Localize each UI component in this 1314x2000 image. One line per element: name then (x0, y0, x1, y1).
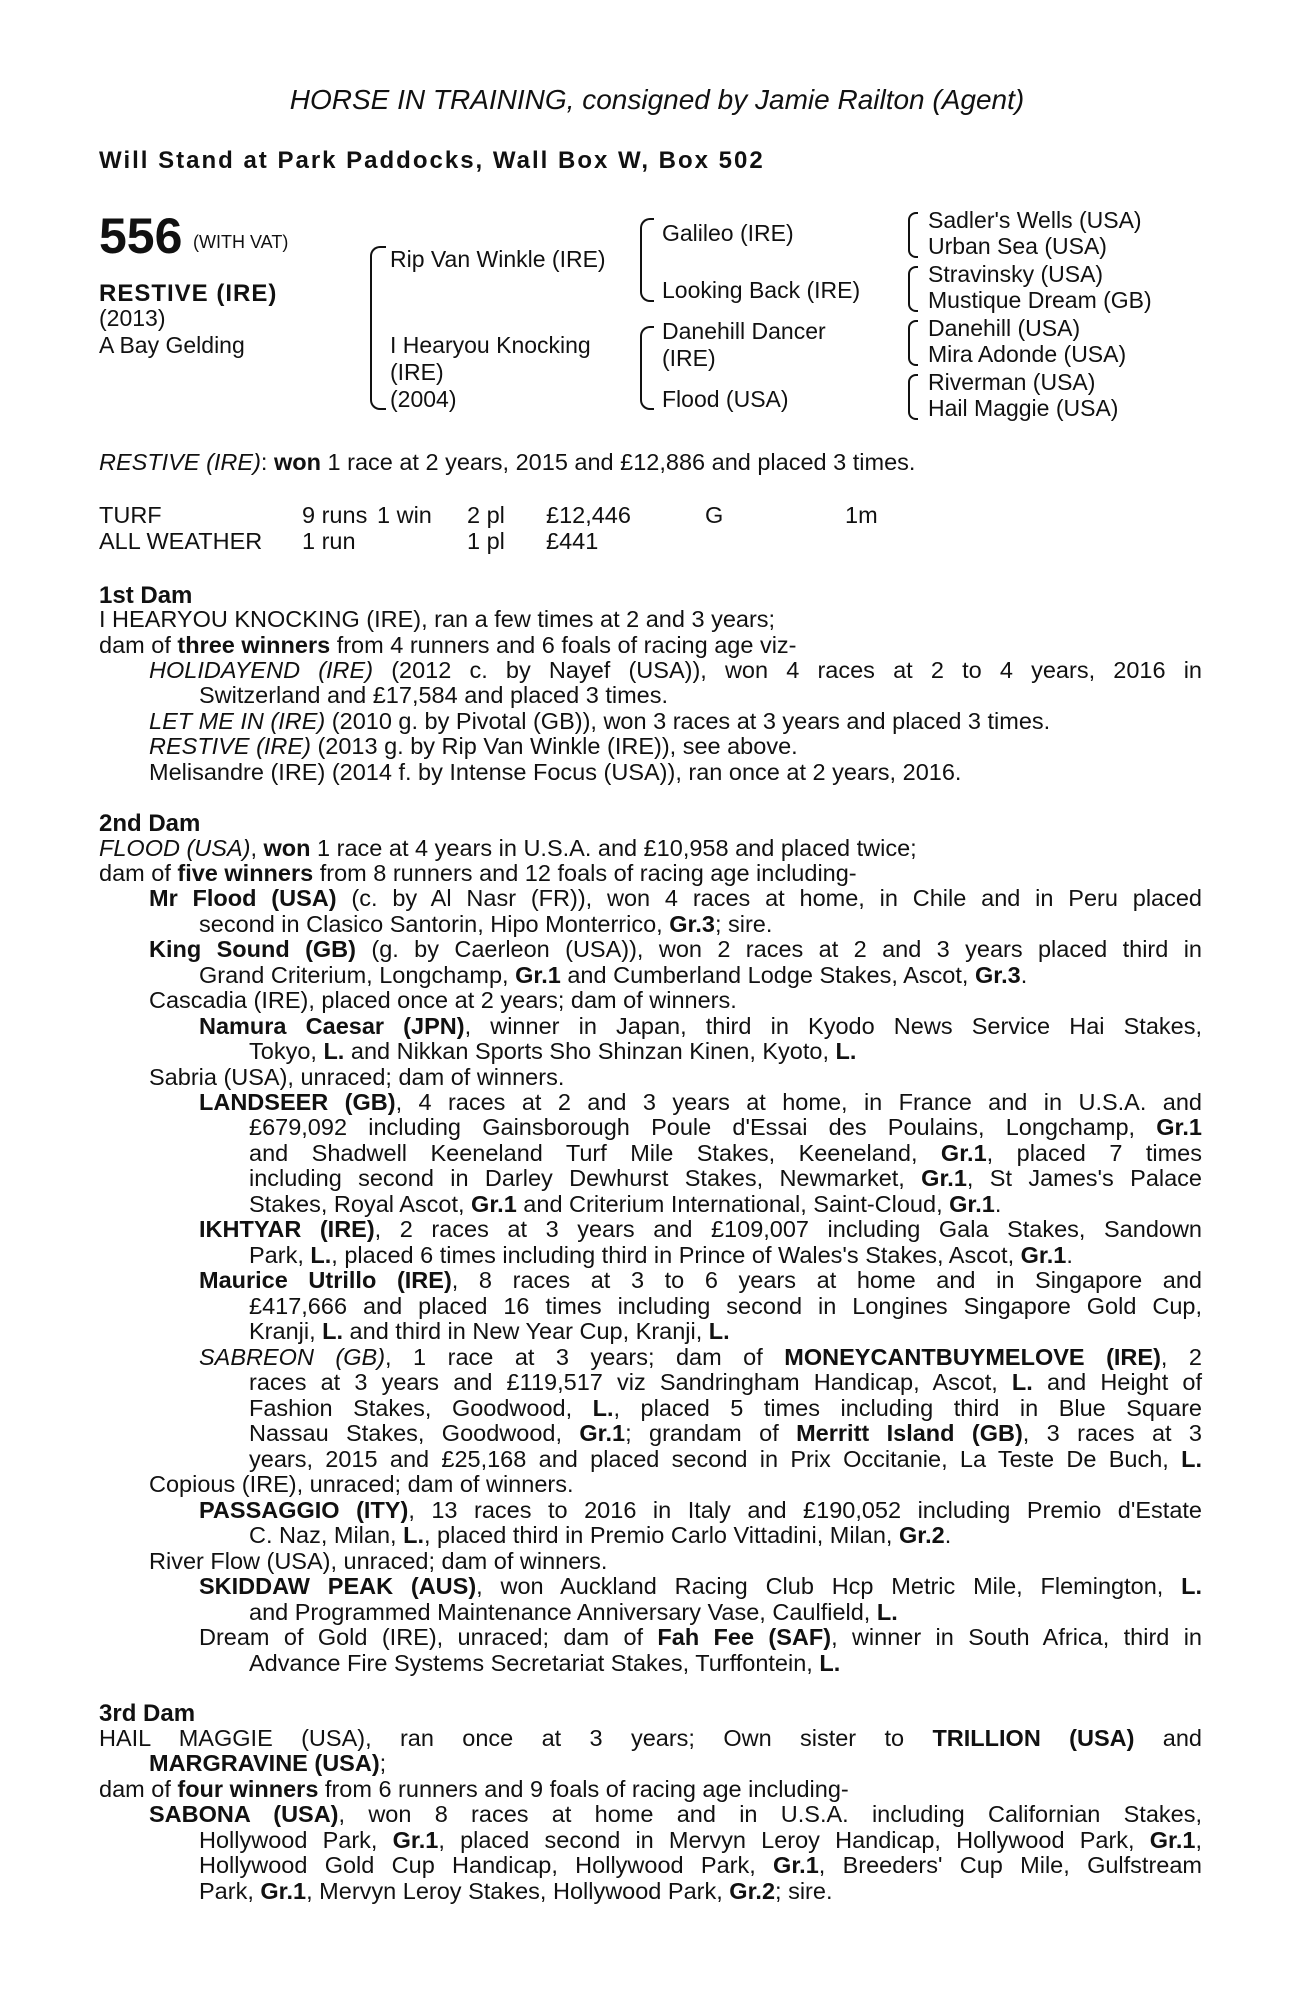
pedigree-g3: Mira Adonde (USA) (928, 341, 1127, 367)
progeny-entry: Cascadia (IRE), placed once at 2 years; dam of winners. (149, 987, 737, 1013)
page-title: HORSE IN TRAINING, consigned by Jamie Railton (Agent) (289, 84, 1025, 115)
first-dam-line: I HEARYOU KNOCKING (IRE), ran a few times at 2 and 3 years; (99, 606, 776, 632)
perf-surface: TURF (99, 502, 162, 528)
pedigree-brace (908, 320, 918, 366)
progeny-entry: Copious (IRE), unraced; dam of winners. (149, 1471, 574, 1497)
progeny-entry-cont: Fashion Stakes, Goodwood, L., placed 5 times including third in Blue Square (249, 1395, 1202, 1421)
pedigree-dam-dam: Flood (USA) (662, 386, 789, 412)
progeny-entry: King Sound (GB) (g. by Caerleon (USA)), won 2 races at 2 and 3 years placed third in (149, 936, 1203, 962)
progeny-entry-cont: C. Naz, Milan, L., placed third in Premio Carlo Vittadini, Milan, Gr.2. (249, 1522, 952, 1548)
progeny-entry-cont: Switzerland and £17,584 and placed 3 times. (199, 682, 669, 708)
pedigree-g3: Hail Maggie (USA) (928, 395, 1119, 421)
progeny-entry-cont: including second in Darley Dewhurst Stakes, Newmarket, Gr.1, St James's Palace (249, 1165, 1202, 1191)
progeny-entry: HOLIDAYEND (IRE) (2012 c. by Nayef (USA)), won 4 races at 2 to 4 years, 2016 in (149, 657, 1202, 683)
pedigree-g3: Sadler's Wells (USA) (928, 207, 1142, 233)
perf-prize: £12,446 (546, 502, 631, 528)
third-dam-line: dam of four winners from 6 runners and 9 foals of racing age including- (99, 1776, 849, 1802)
progeny-entry-cont: Nassau Stakes, Goodwood, Gr.1; grandam of Merritt Island (GB), 3 races at 3 (249, 1420, 1202, 1446)
pedigree-sire-sire: Galileo (IRE) (662, 220, 794, 246)
horse-name: RESTIVE (IRE) (99, 280, 278, 307)
perf-surface: ALL WEATHER (99, 528, 263, 554)
race-summary: RESTIVE (IRE): won 1 race at 2 years, 2015 and £12,886 and placed 3 times. (99, 449, 916, 475)
pedigree-dam-line3: (2004) (390, 386, 457, 412)
first-dam-heading: 1st Dam (99, 582, 193, 609)
progeny-entry: RESTIVE (IRE) (2013 g. by Rip Van Winkle (IRE)), see above. (149, 733, 798, 759)
progeny-entry-cont: races at 3 years and £119,517 viz Sandringham Handicap, Ascot, L. and Height of (249, 1369, 1203, 1395)
first-dam-line: dam of three winners from 4 runners and 6 foals of racing age viz- (99, 632, 797, 658)
progeny-entry-cont: second in Clasico Santorin, Hipo Monterrico, Gr.3; sire. (199, 911, 773, 937)
progeny-entry-cont: £417,666 and placed 16 times including second in Longines Singapore Gold Cup, (249, 1293, 1202, 1319)
lot-vat: (WITH VAT) (193, 232, 289, 252)
progeny-entry-cont: Hollywood Gold Cup Handicap, Hollywood Park, Gr.1, Breeders' Cup Mile, Gulfstream (199, 1852, 1202, 1878)
progeny-entry-cont: and Shadwell Keeneland Turf Mile Stakes, Keeneland, Gr.1, placed 7 times (249, 1140, 1202, 1166)
perf-prize: £441 (546, 528, 599, 554)
third-dam-line: HAIL MAGGIE (USA), ran once at 3 years; Own sister to TRILLION (USA) and (99, 1725, 1202, 1751)
progeny-entry: LET ME IN (IRE) (2010 g. by Pivotal (GB)), won 3 races at 3 years and placed 3 times. (149, 708, 1051, 734)
progeny-entry-cont: Advance Fire Systems Secretariat Stakes, Turffontein, L. (249, 1650, 841, 1676)
horse-year: (2013) (99, 305, 166, 331)
progeny-entry: River Flow (USA), unraced; dam of winners. (149, 1548, 608, 1574)
pedigree-brace (640, 218, 654, 302)
perf-placed: 1 pl (467, 528, 505, 554)
progeny-entry: SABONA (USA), won 8 races at home and in U.S.A. including Californian Stakes, (149, 1801, 1202, 1827)
pedigree-sire: Rip Van Winkle (IRE) (390, 246, 606, 272)
pedigree-dam-sire-line2: (IRE) (662, 345, 716, 371)
pedigree-g3: Urban Sea (USA) (928, 233, 1107, 259)
pedigree-brace (640, 326, 654, 410)
lot-number: 556 (99, 208, 183, 264)
progeny-entry: SABREON (GB), 1 race at 3 years; dam of MONEYCANTBUYMELOVE (IRE), 2 (199, 1344, 1202, 1370)
progeny-entry-cont: Park, Gr.1, Mervyn Leroy Stakes, Hollywood Park, Gr.2; sire. (199, 1878, 833, 1904)
progeny-entry-cont: and Programmed Maintenance Anniversary Vase, Caulfield, L. (249, 1599, 898, 1625)
progeny-entry: Mr Flood (USA) (c. by Al Nasr (FR)), won 4 races at home, in Chile and in Peru placed (149, 885, 1202, 911)
third-dam-line: MARGRAVINE (USA); (149, 1750, 387, 1776)
progeny-entry: LANDSEER (GB), 4 races at 2 and 3 years at home, in France and in U.S.A. and (199, 1089, 1202, 1115)
progeny-entry: SKIDDAW PEAK (AUS), won Auckland Racing Club Hcp Metric Mile, Flemington, L. (199, 1573, 1202, 1599)
stand-location: Will Stand at Park Paddocks, Wall Box W, Box 502 (99, 147, 765, 174)
pedigree-brace (370, 246, 386, 410)
perf-wins: 1 win (377, 502, 432, 528)
pedigree-brace (908, 374, 918, 420)
progeny-entry-cont: Tokyo, L. and Nikkan Sports Sho Shinzan Kinen, Kyoto, L. (249, 1038, 857, 1064)
pedigree-dam-line2: (IRE) (390, 359, 444, 385)
perf-runs: 1 run (302, 528, 356, 554)
perf-runs: 9 runs (302, 502, 368, 528)
third-dam-heading: 3rd Dam (99, 1700, 196, 1727)
pedigree-g3: Danehill (USA) (928, 315, 1081, 341)
progeny-entry-cont: Kranji, L. and third in New Year Cup, Kranji, L. (249, 1318, 730, 1344)
horse-description: A Bay Gelding (99, 332, 245, 358)
progeny-entry: PASSAGGIO (ITY), 13 races to 2016 in Italy and £190,052 including Premio d'Estate (199, 1497, 1202, 1523)
second-dam-line: FLOOD (USA), won 1 race at 4 years in U.S.A. and £10,958 and placed twice; (99, 835, 917, 861)
pedigree-g3: Mustique Dream (GB) (928, 287, 1152, 313)
progeny-entry: Maurice Utrillo (IRE), 8 races at 3 to 6 years at home and in Singapore and (199, 1267, 1202, 1293)
progeny-entry-cont: Grand Criterium, Longchamp, Gr.1 and Cumberland Lodge Stakes, Ascot, Gr.3. (199, 962, 1028, 988)
pedigree-dam-sire-line1: Danehill Dancer (662, 318, 826, 344)
pedigree-g3: Riverman (USA) (928, 369, 1096, 395)
progeny-entry: Namura Caesar (JPN), winner in Japan, third in Kyodo News Service Hai Stakes, (199, 1013, 1202, 1039)
pedigree-dam-line1: I Hearyou Knocking (390, 332, 591, 358)
progeny-entry: Dream of Gold (IRE), unraced; dam of Fah Fee (SAF), winner in South Africa, third in (199, 1624, 1202, 1650)
progeny-entry: Sabria (USA), unraced; dam of winners. (149, 1064, 565, 1090)
perf-distance: 1m (845, 502, 878, 528)
pedigree-brace (908, 266, 918, 312)
progeny-entry-cont: Park, L., placed 6 times including third in Prince of Wales's Stakes, Ascot, Gr.1. (249, 1242, 1073, 1268)
progeny-entry-cont: years, 2015 and £25,168 and placed second in Prix Occitanie, La Teste De Buch, L. (249, 1446, 1202, 1472)
perf-going: G (705, 502, 724, 528)
second-dam-line: dam of five winners from 8 runners and 12 foals of racing age including- (99, 860, 857, 886)
progeny-entry: Melisandre (IRE) (2014 f. by Intense Focus (USA)), ran once at 2 years, 2016. (149, 759, 962, 785)
perf-placed: 2 pl (467, 502, 505, 528)
pedigree-sire-dam: Looking Back (IRE) (662, 277, 861, 303)
progeny-entry-cont: Hollywood Park, Gr.1, placed second in Mervyn Leroy Handicap, Hollywood Park, Gr.1, (199, 1827, 1202, 1853)
pedigree-brace (908, 212, 918, 258)
progeny-entry-cont: £679,092 including Gainsborough Poule d'Essai des Poulains, Longchamp, Gr.1 (249, 1114, 1202, 1140)
progeny-entry: IKHTYAR (IRE), 2 races at 3 years and £109,007 including Gala Stakes, Sandown (199, 1216, 1202, 1242)
progeny-entry-cont: Stakes, Royal Ascot, Gr.1 and Criterium International, Saint-Cloud, Gr.1. (249, 1191, 1002, 1217)
pedigree-g3: Stravinsky (USA) (928, 261, 1104, 287)
second-dam-heading: 2nd Dam (99, 810, 201, 837)
